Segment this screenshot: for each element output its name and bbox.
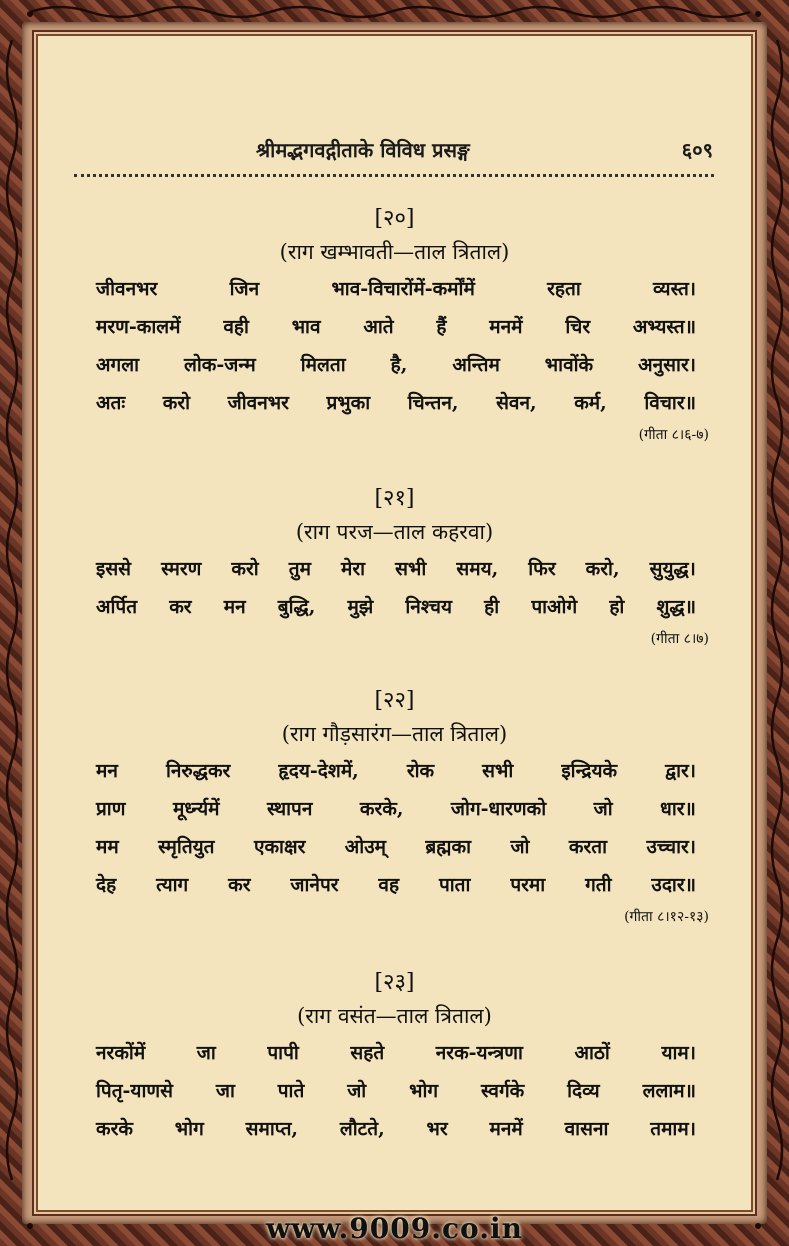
word: अभ्यस्त॥: [632, 316, 696, 338]
word: स्मरण: [161, 558, 202, 580]
word: प्रभुका: [326, 392, 371, 414]
word: जोग-धारणको: [450, 798, 547, 820]
page-number: ६०९: [681, 138, 713, 162]
running-header: [38, 132, 751, 172]
word: बुद्धि,: [277, 596, 316, 618]
word: समाप्त,: [245, 1118, 299, 1140]
word: मन: [223, 596, 246, 618]
verse-line: [96, 384, 696, 422]
word: गती: [585, 874, 612, 896]
word: भावोंके: [544, 354, 594, 376]
word: मरण-कालमें: [96, 316, 181, 338]
raag-title: (राग परज—ताल कहरवा): [295, 520, 494, 544]
word: देह: [96, 874, 117, 896]
word: हृदय-देशमें,: [278, 760, 359, 782]
word: आठों: [574, 1042, 610, 1064]
word: जा: [215, 1080, 235, 1102]
word: जानेपर: [290, 874, 339, 896]
word: जीवनभर: [227, 392, 289, 414]
word: निश्चय: [405, 596, 453, 618]
word: स्थापन: [266, 798, 313, 820]
word: वही: [223, 316, 249, 338]
word: स्वर्गके: [481, 1080, 525, 1102]
word: जिन: [229, 278, 260, 300]
word: पाओगे: [531, 596, 578, 618]
word: इन्द्रियके: [561, 760, 618, 782]
word: त्याग: [156, 874, 189, 896]
word: मुझे: [347, 596, 374, 618]
word: सेवन,: [496, 392, 537, 414]
word: रोक: [406, 760, 435, 782]
word: कर्म,: [574, 392, 607, 414]
word: ब्रह्मका: [425, 836, 472, 858]
word: आते: [363, 316, 394, 338]
word: जा: [196, 1042, 216, 1064]
word: पितृ-याणसे: [96, 1080, 173, 1102]
word: लोक-जन्म: [184, 354, 256, 376]
word: मनमें: [489, 1118, 523, 1140]
word: निरुद्धकर: [165, 760, 231, 782]
word: अनुसार।: [638, 354, 696, 376]
word: अर्पित: [96, 596, 138, 618]
raag-title: (राग वसंत—ताल त्रिताल): [297, 1004, 492, 1028]
word: भोग: [174, 1118, 204, 1140]
word: करो: [162, 392, 191, 414]
word: करो: [231, 558, 259, 580]
word: करके,: [359, 798, 404, 820]
verse-number: [२१]: [374, 486, 415, 511]
book-page: [38, 36, 751, 1210]
word: है,: [390, 354, 408, 376]
word: वासना: [564, 1118, 609, 1140]
verse-section-21: [38, 484, 751, 652]
verse-line: [96, 346, 696, 384]
word: चिर: [565, 316, 591, 338]
word: भर: [426, 1118, 448, 1140]
word: परमा: [510, 874, 546, 896]
word: मम: [96, 836, 119, 858]
word: मनमें: [489, 316, 523, 338]
word: हो: [609, 596, 625, 618]
verse-line: [96, 270, 696, 308]
word: सभी: [395, 558, 427, 580]
verse-line: [96, 828, 696, 866]
verse-line: [96, 1110, 696, 1148]
header-divider: [74, 174, 714, 183]
word: करके: [96, 1118, 133, 1140]
word: पाता: [438, 874, 471, 896]
word: धार॥: [660, 798, 696, 820]
word: द्वार।: [665, 760, 696, 782]
verse-section-22: [38, 686, 751, 930]
word: तमाम।: [650, 1118, 696, 1140]
verse-number: [२०]: [374, 206, 415, 231]
word: जीवनभर: [96, 278, 158, 300]
word: करो,: [585, 558, 620, 580]
word: करता: [568, 836, 608, 858]
word: भाव: [291, 316, 321, 338]
word: प्राण: [96, 798, 126, 820]
word: तुम: [288, 558, 311, 580]
word: सभी: [482, 760, 514, 782]
word: रहता: [547, 278, 581, 300]
word: उच्चार।: [646, 836, 696, 858]
verse-number: [२२]: [374, 688, 415, 713]
word: मेरा: [341, 558, 366, 580]
word: जो: [347, 1080, 367, 1102]
raag-title: (राग गौड़सारंग—ताल त्रिताल): [281, 722, 508, 746]
gita-reference: (गीता ८।७): [650, 631, 709, 647]
gita-reference: (गीता ८।६-७): [638, 427, 709, 443]
word: एकाक्षर: [253, 836, 306, 858]
word: भाव-विचारोंमें-कर्मोंमें: [331, 278, 475, 300]
word: दिव्य: [567, 1080, 600, 1102]
word: चिन्तन,: [407, 392, 459, 414]
word: पापी: [267, 1042, 299, 1064]
verse-line: [96, 550, 696, 588]
raag-title: (राग खम्भावती—ताल त्रिताल): [279, 240, 510, 264]
verse-section-23: [38, 968, 751, 1148]
verse-line: [96, 866, 696, 904]
word: समय,: [456, 558, 499, 580]
word: पाते: [277, 1080, 305, 1102]
word: विचार॥: [644, 392, 696, 414]
word: व्यस्त।: [653, 278, 696, 300]
word: उदार॥: [651, 874, 696, 896]
word: मूर्ध्न्यमें: [172, 798, 220, 820]
word: सहते: [350, 1042, 385, 1064]
word: जो: [593, 798, 613, 820]
word: हैं: [436, 316, 447, 338]
word: मिलता: [300, 354, 346, 376]
footer-website-link[interactable]: www.9009.co.in: [266, 1212, 523, 1245]
word: अतः: [96, 392, 126, 414]
verse-line: [96, 1072, 696, 1110]
verse-number: [२३]: [374, 970, 415, 995]
word: नरकोंमें: [96, 1042, 146, 1064]
word: जो: [510, 836, 530, 858]
gita-reference: (गीता ८।१२-१३): [624, 909, 709, 925]
word: अन्तिम: [452, 354, 500, 376]
header-title: श्रीमद्भगवद्गीताके विविध प्रसङ्ग: [256, 138, 470, 162]
verse-line: [96, 588, 696, 626]
word: भोग: [409, 1080, 439, 1102]
verse-line: [96, 308, 696, 346]
verse-line: [96, 790, 696, 828]
word: शुद्ध॥: [656, 596, 696, 618]
word: अगला: [96, 354, 140, 376]
word: ही: [484, 596, 500, 618]
word: मन: [96, 760, 118, 782]
word: फिर: [528, 558, 556, 580]
word: इससे: [96, 558, 132, 580]
verse-section-20: [38, 204, 751, 448]
word: कर: [169, 596, 192, 618]
word: वह: [378, 874, 400, 896]
word: स्मृतियुत: [158, 836, 215, 858]
word: ओउम्: [344, 836, 386, 858]
word: ललाम॥: [642, 1080, 696, 1102]
word: कर: [228, 874, 251, 896]
word: लौटते,: [339, 1118, 385, 1140]
word: सुयुद्ध।: [649, 558, 696, 580]
verse-line: [96, 752, 696, 790]
verse-line: [96, 1034, 696, 1072]
word: याम।: [661, 1042, 696, 1064]
word: नरक-यन्त्रणा: [435, 1042, 523, 1064]
